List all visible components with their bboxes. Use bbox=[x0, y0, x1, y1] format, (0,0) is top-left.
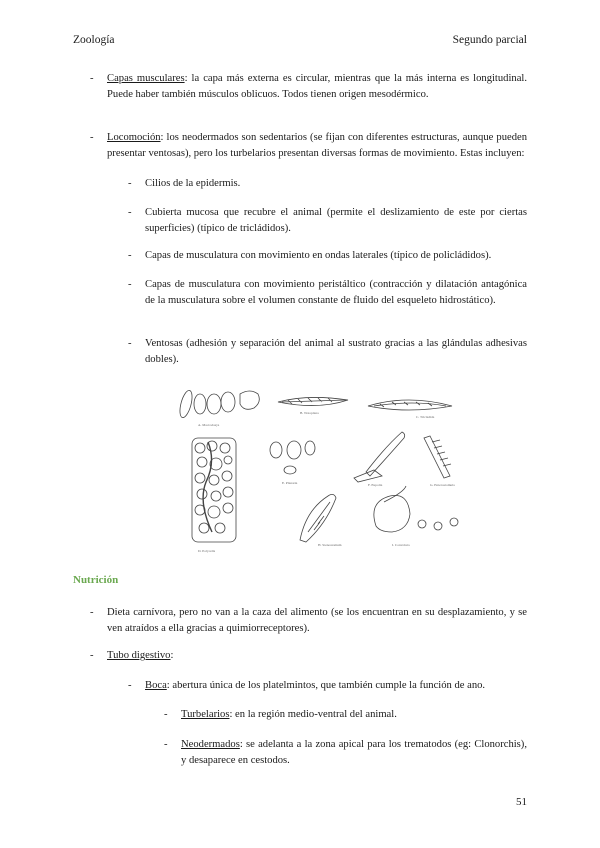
sub-item: - Capas de musculatura con movimiento peristáltico (contracción y dilatación antagónica de la musculatura sobre el volumen constante de fluido del esqueleto hidrostático). bbox=[128, 279, 527, 306]
locomotion-figure bbox=[168, 380, 468, 556]
bullet-dieta: - Dieta carnívora, pero no van a la caza del alimento (se los encuentran en su desplazamiento, y se ven atraídos a ella gracias a quimiorreceptores). bbox=[90, 607, 527, 634]
sub-item-text: Cubierta mucosa que recubre el animal (permite el deslizamiento de este por ciertas superficies) (típico de tricládidos). bbox=[145, 207, 527, 234]
header-subject: Zoología bbox=[73, 34, 115, 46]
figure-label: C. Tricladida bbox=[416, 415, 435, 419]
figure-label: G. Enterostomula bbox=[430, 483, 455, 487]
text-tubo-digestivo: : bbox=[170, 650, 174, 661]
text-dieta: Dieta carnívora, pero no van a la caza del alimento (se los encuentran en su desplazamiento, y se ven atraídos a ella gracias a quimiorreceptores). bbox=[107, 607, 527, 634]
sub-item-text: Capas de musculatura con movimiento peristáltico (contracción y dilatación antagónica de la musculatura sobre el volumen constante de fluido del esqueleto hidrostático). bbox=[145, 279, 527, 306]
sub-item: - Capas de musculatura con movimiento en ondas laterales (típico de policládidos). bbox=[128, 250, 492, 261]
figure-panel-b bbox=[278, 397, 348, 415]
section-heading-nutricion: Nutrición bbox=[73, 574, 119, 586]
figure-panel-c bbox=[368, 400, 452, 419]
bullet-capas-musculares: - Capas musculares: la capa más externa es circular, mientras que la más interna es longitudinal. Puede haber también músculos oblicuos. Todos tienen origen mesodérmico. bbox=[90, 73, 528, 100]
sub-item: - Ventosas (adhesión y separación del animal al sustrato gracias a las glándulas adhesivas dobles). bbox=[128, 338, 527, 365]
figure-label: F. Eupolia bbox=[368, 483, 383, 487]
sub-item-text: Ventosas (adhesión y separación del animal al sustrato gracias a las glándulas adhesivas dobles). bbox=[145, 338, 527, 365]
figure-panel-d bbox=[192, 438, 236, 553]
figure-panel-i bbox=[374, 486, 458, 547]
page-number: 51 bbox=[516, 796, 527, 808]
term-turbelarios: Turbelarios bbox=[181, 709, 230, 720]
figure-panel-g bbox=[424, 436, 455, 487]
term-neodermados: Neodermados bbox=[181, 739, 240, 750]
bullet-neodermados: - Neodermados: se adelanta a la zona apical para los trematodos (eg: Clonorchis), y desaparece en cestodos. bbox=[164, 739, 527, 766]
figure-label: A. Macrodasys bbox=[198, 423, 220, 427]
text-capas-musculares: : la capa más externa es circular, mientras que la más interna es longitudinal. Puede haber también músculos oblicuos. Todos tienen origen mesodérmico. bbox=[107, 73, 528, 100]
figure-label: B. Notoplana bbox=[300, 411, 319, 415]
sub-item: - Cilios de la epidermis. bbox=[128, 178, 241, 189]
sub-item-text: Capas de musculatura con movimiento en ondas laterales (típico de policládidos). bbox=[145, 250, 492, 261]
figure-label: I. Convoluta bbox=[392, 543, 410, 547]
bullet-tubo-digestivo: - Tubo digestivo: bbox=[90, 650, 174, 661]
figure-label: D. Polycelis bbox=[198, 549, 216, 553]
figure-label: E. Planaria bbox=[282, 481, 298, 485]
term-tubo-digestivo: Tubo digestivo bbox=[107, 650, 171, 661]
text-locomocion: : los neodermados son sedentarios (se fijan con diferentes estructuras, aunque pueden presentar ventosas), pero los turbelarios presentan diversas formas de movimiento. Estas incluyen: bbox=[107, 132, 527, 159]
term-locomocion: Locomoción bbox=[107, 132, 161, 143]
figure-panel-e bbox=[270, 441, 315, 485]
text-boca: : abertura única de los platelmintos, que también cumple la función de ano. bbox=[166, 680, 486, 691]
term-boca: Boca bbox=[145, 680, 167, 691]
sub-item: - Cubierta mucosa que recubre el animal (permite el deslizamiento de este por ciertas superficies) (típico de tricládidos). bbox=[128, 207, 527, 234]
bullet-turbelarios: - Turbelarios: en la región medio-ventral del animal. bbox=[164, 709, 397, 720]
text-turbelarios: : en la región medio-ventral del animal. bbox=[229, 709, 397, 720]
bullet-boca: - Boca: abertura única de los platelmintos, que también cumple la función de ano. bbox=[128, 680, 486, 691]
figure-panel-a bbox=[178, 389, 260, 427]
text-neodermados: : se adelanta a la zona apical para los trematodos (eg: Clonorchis), y desaparece en cestodos. bbox=[181, 739, 527, 766]
figure-panel-h bbox=[300, 494, 342, 547]
bullet-locomocion: - Locomoción: los neodermados son sedentarios (se fijan con diferentes estructuras, aunque pueden presentar ventosas), pero los turbelarios presentan diversas formas de movimiento. Estas incluyen: bbox=[90, 132, 527, 159]
sub-item-text: Cilios de la epidermis. bbox=[145, 178, 241, 189]
figure-panel-f bbox=[354, 432, 405, 487]
header-term: Segundo parcial bbox=[452, 34, 527, 46]
term-capas-musculares: Capas musculares bbox=[107, 73, 185, 84]
figure-label: H. Stenostomum bbox=[318, 543, 342, 547]
